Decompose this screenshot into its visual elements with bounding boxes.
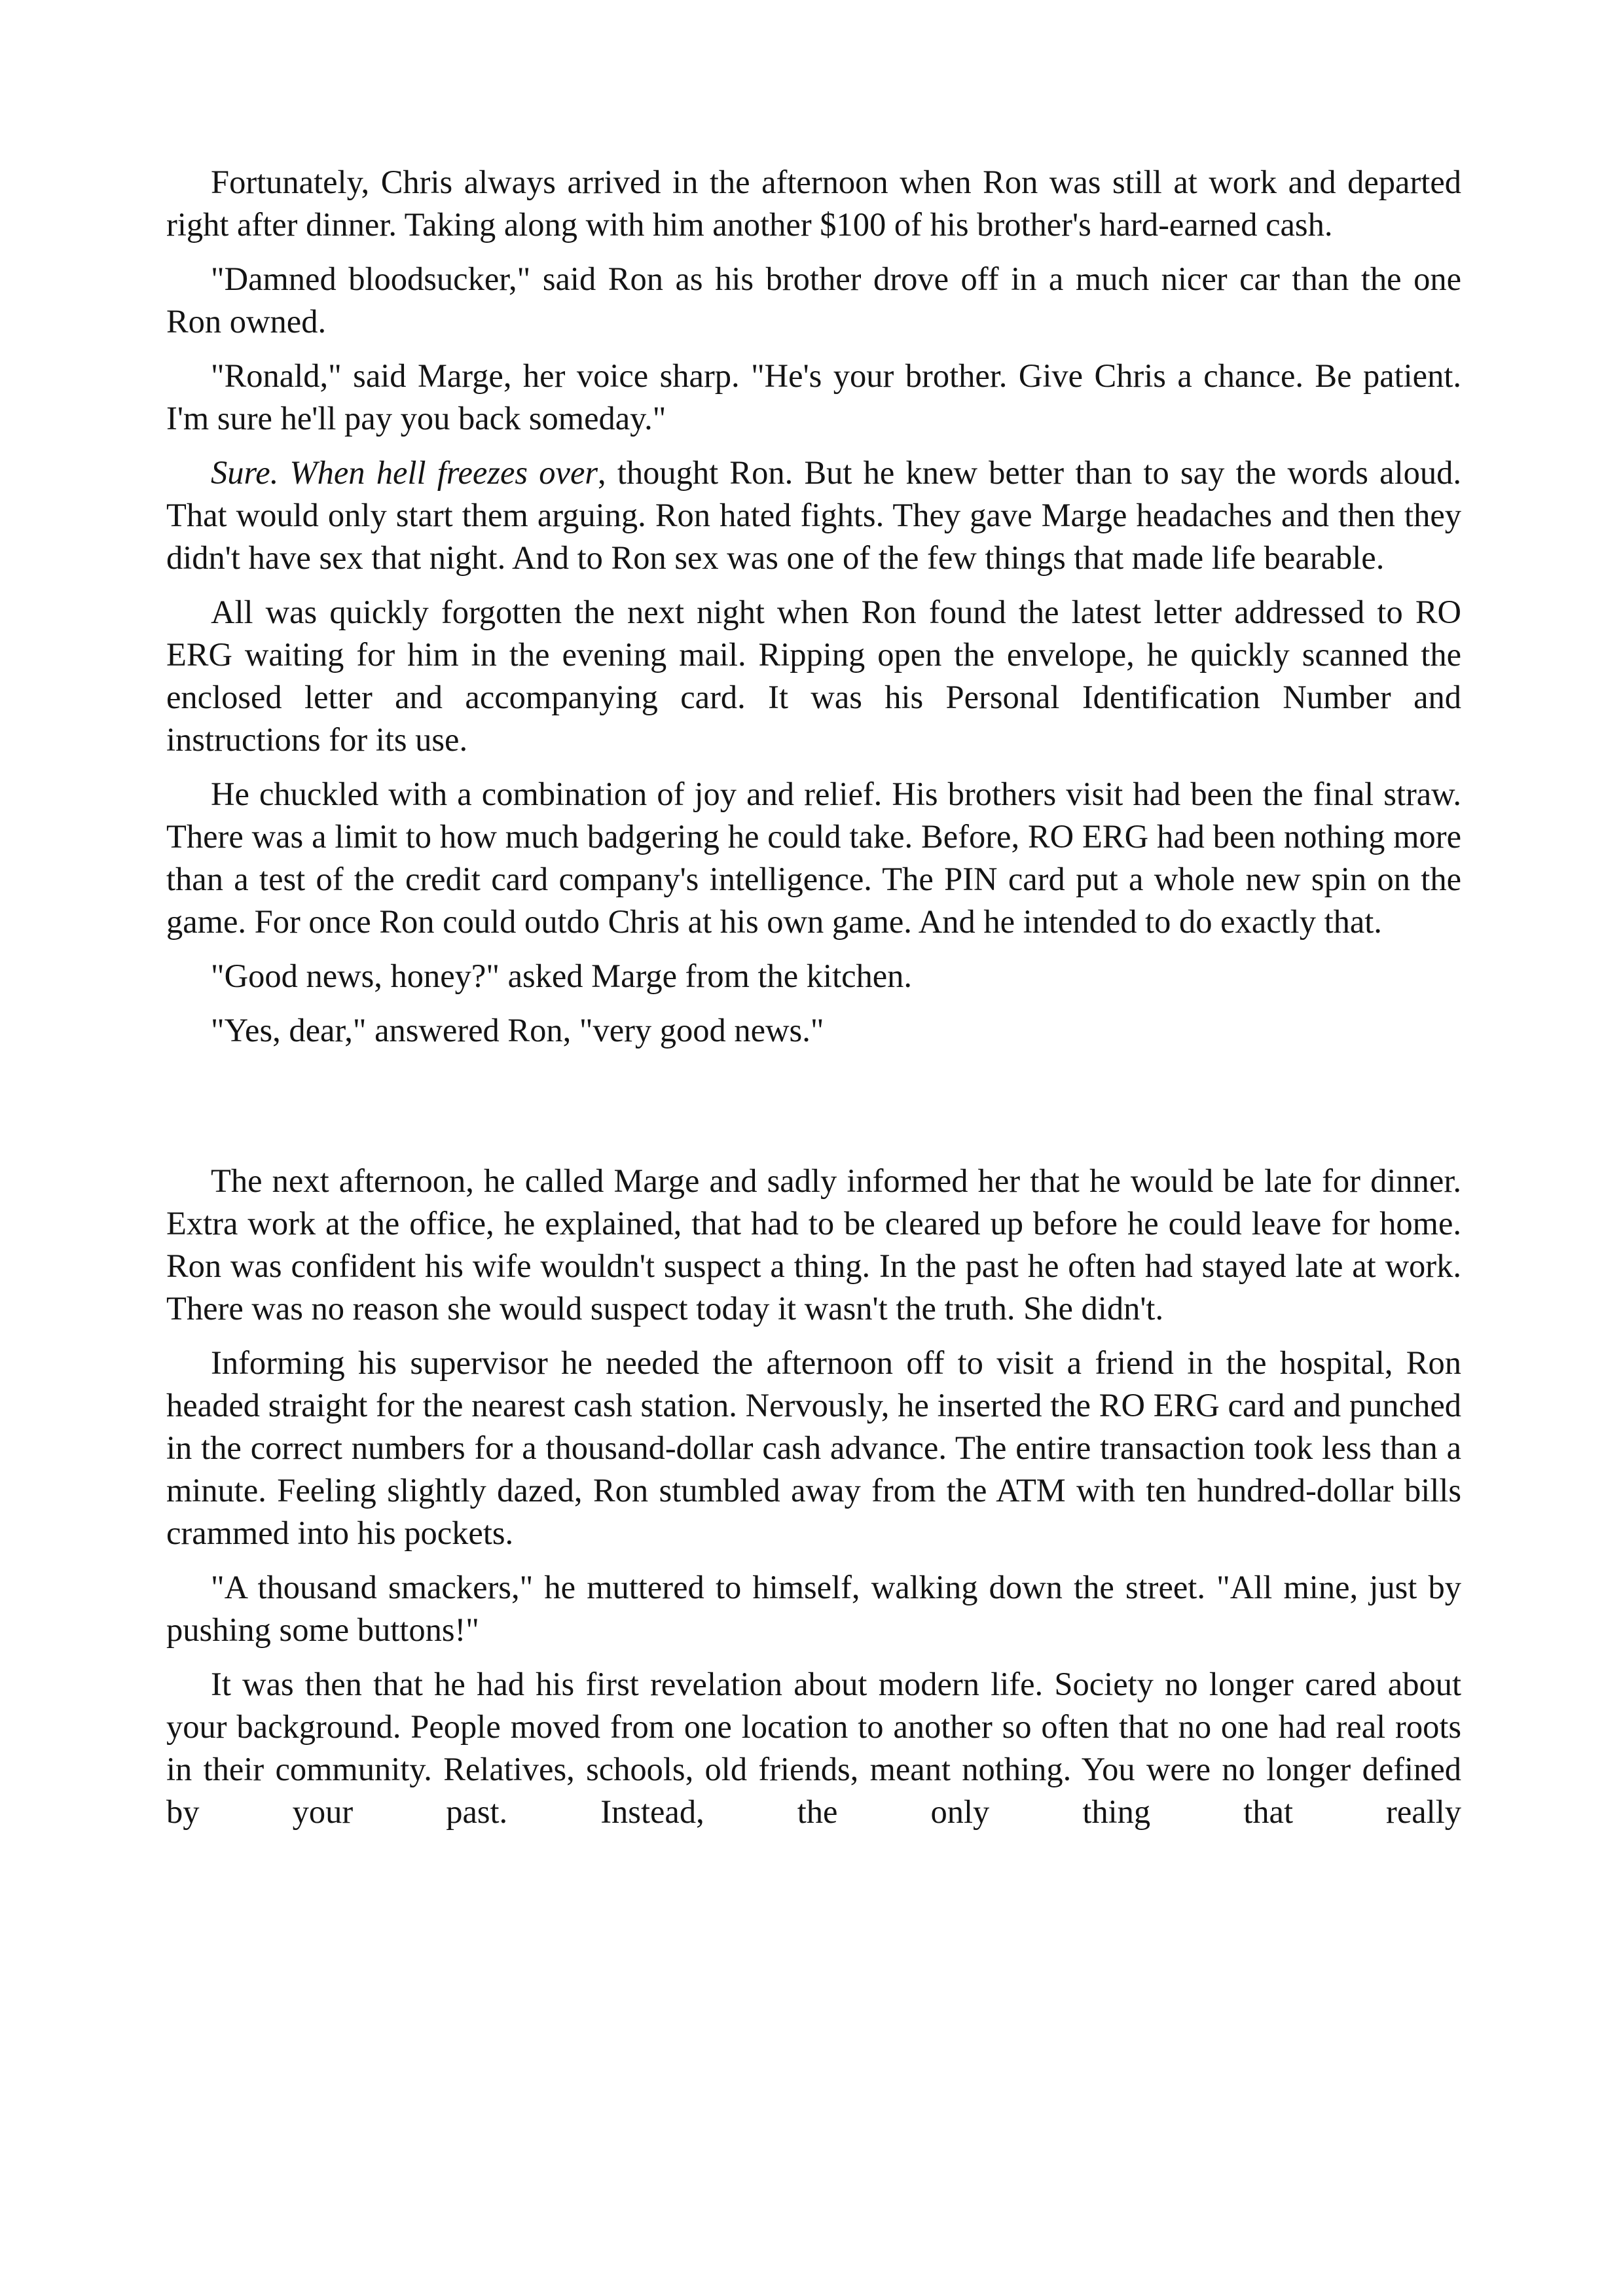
- document-page: [166, 161, 1461, 1833]
- paragraph-cash-station: Informing his supervisor he needed the afternoon off to visit a friend in the hospital, Ron headed straight for the nearest cash station. Nervously, he inserted the RO ERG card and punched in the correct numbers for a thousand-dollar cash advance. The entire transaction took less than a minute. Feeling slightly dazed, Ron stumbled away from the ATM with ten hundred-dollar bills crammed into his pockets.: [166, 1344, 1461, 1551]
- paragraph-thousand-smackers: "A thousand smackers," he muttered to himself, walking down the street. "All mine, just by pushing some buttons!": [166, 1569, 1461, 1648]
- scene-break: [166, 1064, 1461, 1160]
- paragraph-hell-freezes: [166, 452, 1461, 579]
- paragraph-joy-relief: He chuckled with a combination of joy and relief. His brothers visit had been the final straw. There was a limit to how much badgering he could take. Before, RO ERG had been nothing more than a test of the credit card company's intelligence. The PIN card put a whole new spin on the game. For once Ron could outdo Chris at his own game. And he intended to do exactly that.: [166, 776, 1461, 940]
- paragraph-revelation: It was then that he had his first revelation about modern life. Society no longer cared about your background. People moved from one location to another so often that no one had real roots in their community. Relatives, schools, old friends, meant nothing. You were no longer defined by your past. Instead, the only thing that really: [166, 1666, 1461, 1830]
- paragraph-pin-letter: All was quickly forgotten the next night when Ron found the latest letter addressed to RO ERG waiting for him in the evening mail. Ripping open the envelope, he quickly scanned the enclosed letter and accompanying card. It was his Personal Identification Number and instructions for its use.: [166, 594, 1461, 758]
- paragraph-marge-reply: "Ronald," said Marge, her voice sharp. "He's your brother. Give Chris a chance. Be patient. I'm sure he'll pay you back someday.": [166, 357, 1461, 437]
- paragraph-bloodsucker: "Damned bloodsucker," said Ron as his brother drove off in a much nicer car than the one Ron owned.: [166, 260, 1461, 340]
- paragraph-hell-freezes-rest: , thought Ron. But he knew better than to say the words aloud. That would only start them arguing. Ron hated fights. They gave Marge headaches and then they didn't have sex that night. And to Ron sex was one of the few things that made life bearable.: [166, 454, 1461, 576]
- paragraph-late-for-dinner: The next afternoon, he called Marge and sadly informed her that he would be late for dinner. Extra work at the office, he explained, that had to be cleared up before he could leave for home. Ron was confident his wife wouldn't suspect a thing. In the past he often had stayed late at work. There was no reason she would suspect today it wasn't the truth. She didn't.: [166, 1162, 1461, 1327]
- paragraph-chris-visits: Fortunately, Chris always arrived in the afternoon when Ron was still at work and departed right after dinner. Taking along with him another $100 of his brother's hard-earned cash.: [166, 164, 1461, 243]
- paragraph-good-news-answer: "Yes, dear," answered Ron, "very good news.": [211, 1012, 824, 1049]
- italic-thought: Sure. When hell freezes over: [211, 454, 598, 491]
- paragraph-good-news-question: "Good news, honey?" asked Marge from the kitchen.: [211, 958, 913, 994]
